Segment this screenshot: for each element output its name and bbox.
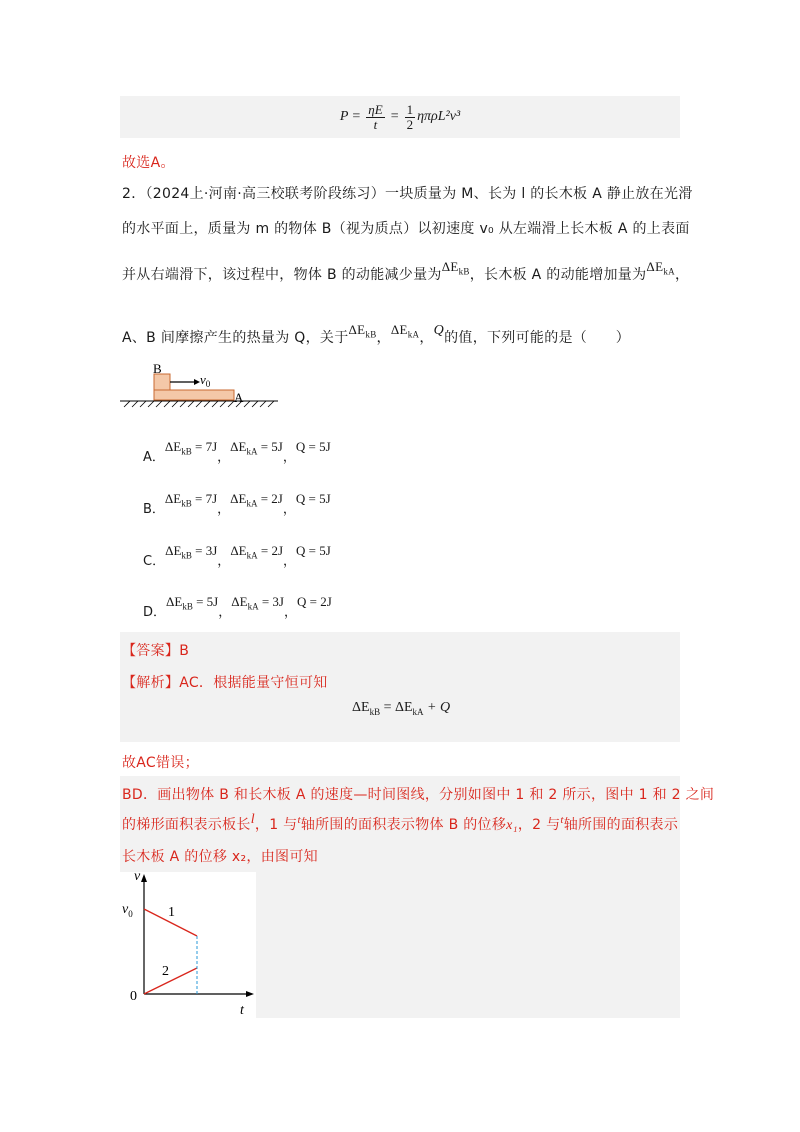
option-b-ka: $\Delta E_{kA} = 2J$	[230, 491, 283, 509]
formula-rest: ηπρL²v³	[417, 109, 461, 124]
option-a-q: Q = 5J	[295, 439, 331, 454]
formula-frac2	[405, 103, 416, 132]
ac-wrong-line: 故AC错误；	[122, 755, 199, 771]
power-formula	[120, 96, 680, 138]
energy-equation: $\Delta E_{kB} = \Delta E_{kA} + Q$	[352, 700, 451, 717]
option-a[interactable]: A．$\Delta E_{kB} = 7J$，$\Delta E_{kA} = 5J$，Q = 5J	[143, 439, 331, 465]
block-board-figure	[120, 362, 280, 414]
frac1-denominator: t	[373, 116, 378, 132]
option-b-letter: B．	[143, 502, 165, 517]
formula-eq2: =	[390, 109, 399, 124]
formula-lhs: P	[339, 109, 349, 124]
ground-hatch	[124, 401, 274, 407]
q4-pre: A、B 间摩擦产生的热量为 Q，关于	[122, 330, 349, 346]
analysis-label: 【解析】AC．根据能量守恒可知	[122, 675, 328, 691]
answer-label: 【答案】B	[122, 643, 190, 659]
question-line-4: A、B 间摩擦产生的热量为 Q，关于$\Delta E_{kB}$，$\Delta E_{kA}$，Q的值，下列可能的是（ ）	[122, 322, 630, 346]
block-b	[154, 374, 170, 390]
graph-label-2: 2	[162, 964, 169, 979]
bd-line-3: 长木板 A 的位移 x₂，由图可知	[122, 849, 318, 865]
q4-end: 的值，下列可能的是（ ）	[444, 330, 630, 346]
option-d-letter: D．	[143, 605, 167, 620]
option-c-ka: $\Delta E_{kA} = 2J$	[230, 543, 284, 561]
option-d-q: Q = 2J	[296, 594, 332, 609]
option-c[interactable]: C．$\Delta E_{kB} = 3J$，$\Delta E_{kA} = 2J$，Q = 5J	[143, 543, 331, 569]
q4-sym2: $\Delta E_{kA}$	[390, 322, 420, 340]
frac2-numerator: 1	[406, 101, 414, 117]
question-line-1: 2．（2024上·河南·高三校联考阶段练习）一块质量为 M、长为 l 的长木板 A 静止放在光滑	[122, 186, 693, 202]
formula-frac1	[366, 103, 384, 132]
q3-sym1: $\Delta E_{kB}$	[441, 259, 470, 277]
graph-v-label: v	[134, 872, 141, 884]
option-d-kb: $\Delta E_{kB} = 5J$	[166, 594, 219, 612]
option-c-q: Q = 5J	[296, 543, 331, 558]
q3-pre: 并从右端滑下，该过程中，物体 B 的动能减少量为	[122, 267, 442, 283]
option-c-letter: C．	[143, 554, 166, 569]
option-b-q: Q = 5J	[295, 491, 331, 506]
q3-end: ，	[674, 267, 690, 283]
option-a-kb: $\Delta E_{kB} = 7J$	[164, 439, 218, 457]
q4-q: Q	[433, 323, 445, 338]
board-a	[154, 390, 234, 400]
label-b: B	[153, 362, 162, 376]
option-d[interactable]: D．$\Delta E_{kB} = 5J$，$\Delta E_{kA} = 3J$，Q = 2J	[143, 594, 332, 620]
option-a-letter: A．	[143, 450, 165, 465]
graph-v0-label: $v_0$	[122, 902, 133, 919]
option-a-ka: $\Delta E_{kA} = 5J$	[230, 439, 283, 457]
choose-a-line: 故选A。	[122, 155, 175, 171]
q4-sym1: $\Delta E_{kB}$	[348, 322, 377, 340]
frac2-denominator: 2	[406, 116, 414, 132]
question-line-3	[122, 259, 690, 285]
formula-eq: =	[352, 109, 361, 124]
bd-line-2: 的梯形面积表示板长l，1 与$^t$轴所围的面积表示物体 B 的位移x₁，2 与$^t$轴所围的面积表示	[122, 812, 679, 833]
bd-line-1: BD．画出物体 B 和长木板 A 的速度—时间图线，分别如图中 1 和 2 所示，图中 1 和 2 之间	[122, 787, 715, 803]
option-c-kb: $\Delta E_{kB} = 3J$	[165, 543, 218, 561]
option-d-ka: $\Delta E_{kA} = 3J$	[231, 594, 284, 612]
q3-sym2: $\Delta E_{kA}$	[646, 259, 675, 277]
option-b[interactable]: B．$\Delta E_{kB} = 7J$，$\Delta E_{kA} = 2J$，Q = 5J	[143, 491, 331, 517]
q3-mid: ，长木板 A 的动能增加量为	[469, 267, 647, 283]
option-b-kb: $\Delta E_{kB} = 7J$	[164, 491, 218, 509]
graph-t-label: t	[240, 1003, 244, 1018]
graph-label-1: 1	[168, 905, 175, 920]
label-a: A	[234, 390, 244, 405]
velocity-time-graph	[120, 872, 256, 1018]
question-line-2: 的水平面上，质量为 m 的物体 B（视为质点）以初速度 v₀ 从左端滑上长木板 A 的上表面	[122, 221, 690, 237]
label-v0: $v_0$	[200, 372, 211, 389]
graph-origin: 0	[130, 989, 137, 1004]
frac1-numerator: ηE	[368, 101, 383, 117]
graph-background	[120, 872, 256, 1018]
